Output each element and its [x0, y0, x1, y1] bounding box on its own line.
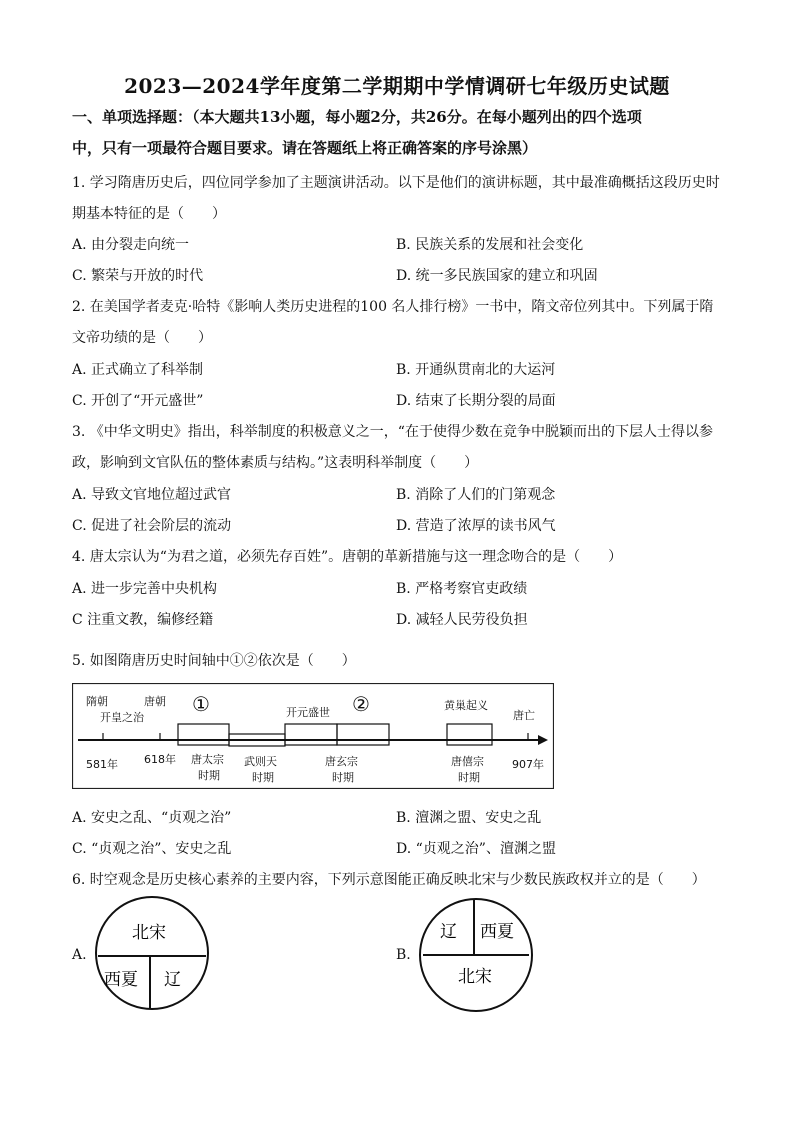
- q5-option-a: A. 安史之乱、“贞观之治”: [72, 810, 232, 826]
- timeline-label-kaihuang: 开皇之治: [100, 711, 144, 724]
- pie-b-xixia: 西夏: [480, 922, 514, 942]
- q1-stem-line-2: 期基本特征的是（ ）: [72, 206, 226, 222]
- q6-option-a: A.: [72, 947, 87, 963]
- timeline-label-tangwang: 唐亡: [513, 709, 535, 722]
- q6-option-b: B.: [396, 947, 411, 963]
- q4-option-c: C 注重文教，编修经籍: [72, 612, 214, 628]
- q3-stem-line-1: 3. 《中华文明史》指出，科举制度的积极意义之一，“在于使得少数在竞争中脱颖而出的下层人士得以参: [72, 424, 713, 440]
- q2-option-c: C. 开创了“开元盛世”: [72, 393, 204, 409]
- pie-diagram-a: [94, 895, 210, 1015]
- q1-option-c: C. 繁荣与开放的时代: [72, 268, 204, 284]
- q4-stem-line-1: 4. 唐太宗认为“为君之道，必须先存百姓”。唐朝的革新措施与这一理念吻合的是（ ）: [72, 549, 623, 565]
- q5-option-c: C. “贞观之治”、安史之乱: [72, 841, 232, 857]
- q2-option-b: B. 开通纵贯南北的大运河: [396, 362, 556, 378]
- pie-a-xixia: 西夏: [104, 970, 138, 990]
- q6-stem-line-1: 6. 时空观念是历史核心素养的主要内容，下列示意图能正确反映北宋与少数民族政权并立的是（ ）: [72, 872, 706, 888]
- exam-title: 2023—2024学年度第二学期期中学情调研七年级历史试题: [124, 74, 670, 98]
- q4-option-d: D. 减轻人民劳役负担: [396, 612, 528, 628]
- q2-option-a: A. 正式确立了科举制: [72, 362, 204, 378]
- timeline-xizong-period: 时期: [458, 771, 480, 784]
- pie-a-beisong: 北宋: [132, 923, 166, 943]
- q1-stem-line-1: 1. 学习隋唐历史后，四位同学参加了主题演讲活动。以下是他们的演讲标题，其中最准确概括这段历史时: [72, 175, 720, 191]
- pie-diagram-b: [418, 897, 534, 1017]
- timeline-xizong: 唐僖宗: [451, 755, 484, 768]
- q5-option-b: B. 澶渊之盟、安史之乱: [396, 810, 542, 826]
- q3-option-d: D. 营造了浓厚的读书风气: [396, 518, 556, 534]
- q5-option-d: D. “贞观之治”、澶渊之盟: [396, 841, 556, 857]
- timeline-blank-1: ①: [192, 692, 210, 716]
- q3-option-b: B. 消除了人们的门第观念: [396, 487, 556, 503]
- timeline-label-tang: 唐朝: [144, 695, 166, 708]
- q5-stem-line-1: 5. 如图隋唐历史时间轴中①②依次是（ ）: [72, 653, 356, 669]
- timeline-taizong-period: 时期: [198, 769, 220, 782]
- q2-stem-line-2: 文帝功绩的是（ ）: [72, 330, 212, 346]
- q3-option-c: C. 促进了社会阶层的流动: [72, 518, 232, 534]
- timeline-year-907: 907年: [512, 758, 544, 771]
- q3-stem-line-2: 政，影响到文官队伍的整体素质与结构。”这表明科举制度（ ）: [72, 455, 479, 471]
- timeline-year-618: 618年: [144, 753, 176, 766]
- pie-a-liao: 辽: [164, 970, 181, 990]
- section-header-line-1: 一、单项选择题：（本大题共13小题，每小题2分，共26分。在每小题列出的四个选项: [72, 108, 642, 126]
- q3-option-a: A. 导致文官地位超过武官: [72, 487, 232, 503]
- timeline-blank-2: ②: [352, 692, 370, 716]
- q2-stem-line-1: 2. 在美国学者麦克·哈特《影响人类历史进程的100 名人排行榜》一书中，隋文帝位列其中。下列属于隋: [72, 299, 714, 315]
- pie-b-beisong: 北宋: [458, 967, 492, 987]
- q1-option-a: A. 由分裂走向统一: [72, 237, 190, 253]
- q2-option-d: D. 结束了长期分裂的局面: [396, 393, 556, 409]
- q1-option-b: B. 民族关系的发展和社会变化: [396, 237, 584, 253]
- q1-option-d: D. 统一多民族国家的建立和巩固: [396, 268, 598, 284]
- timeline-taizong: 唐太宗: [191, 753, 224, 766]
- timeline-xuanzong: 唐玄宗: [325, 755, 358, 768]
- timeline-label-sui: 隋朝: [86, 695, 108, 708]
- q4-option-a: A. 进一步完善中央机构: [72, 581, 218, 597]
- timeline-year-581: 581年: [86, 758, 118, 771]
- section-header-line-2: 中，只有一项最符合题目要求。请在答题纸上将正确答案的序号涂黑）: [72, 139, 538, 157]
- timeline-label-huangchao: 黄巢起义: [444, 699, 488, 712]
- timeline-xuanzong-period: 时期: [332, 771, 354, 784]
- q4-option-b: B. 严格考察官吏政绩: [396, 581, 528, 597]
- timeline-wuzetian-period: 时期: [252, 771, 274, 784]
- pie-b-liao: 辽: [440, 922, 457, 942]
- timeline-label-kaiyuan: 开元盛世: [286, 706, 330, 719]
- timeline-wuzetian: 武则天: [244, 755, 277, 768]
- sui-tang-timeline: [72, 683, 554, 789]
